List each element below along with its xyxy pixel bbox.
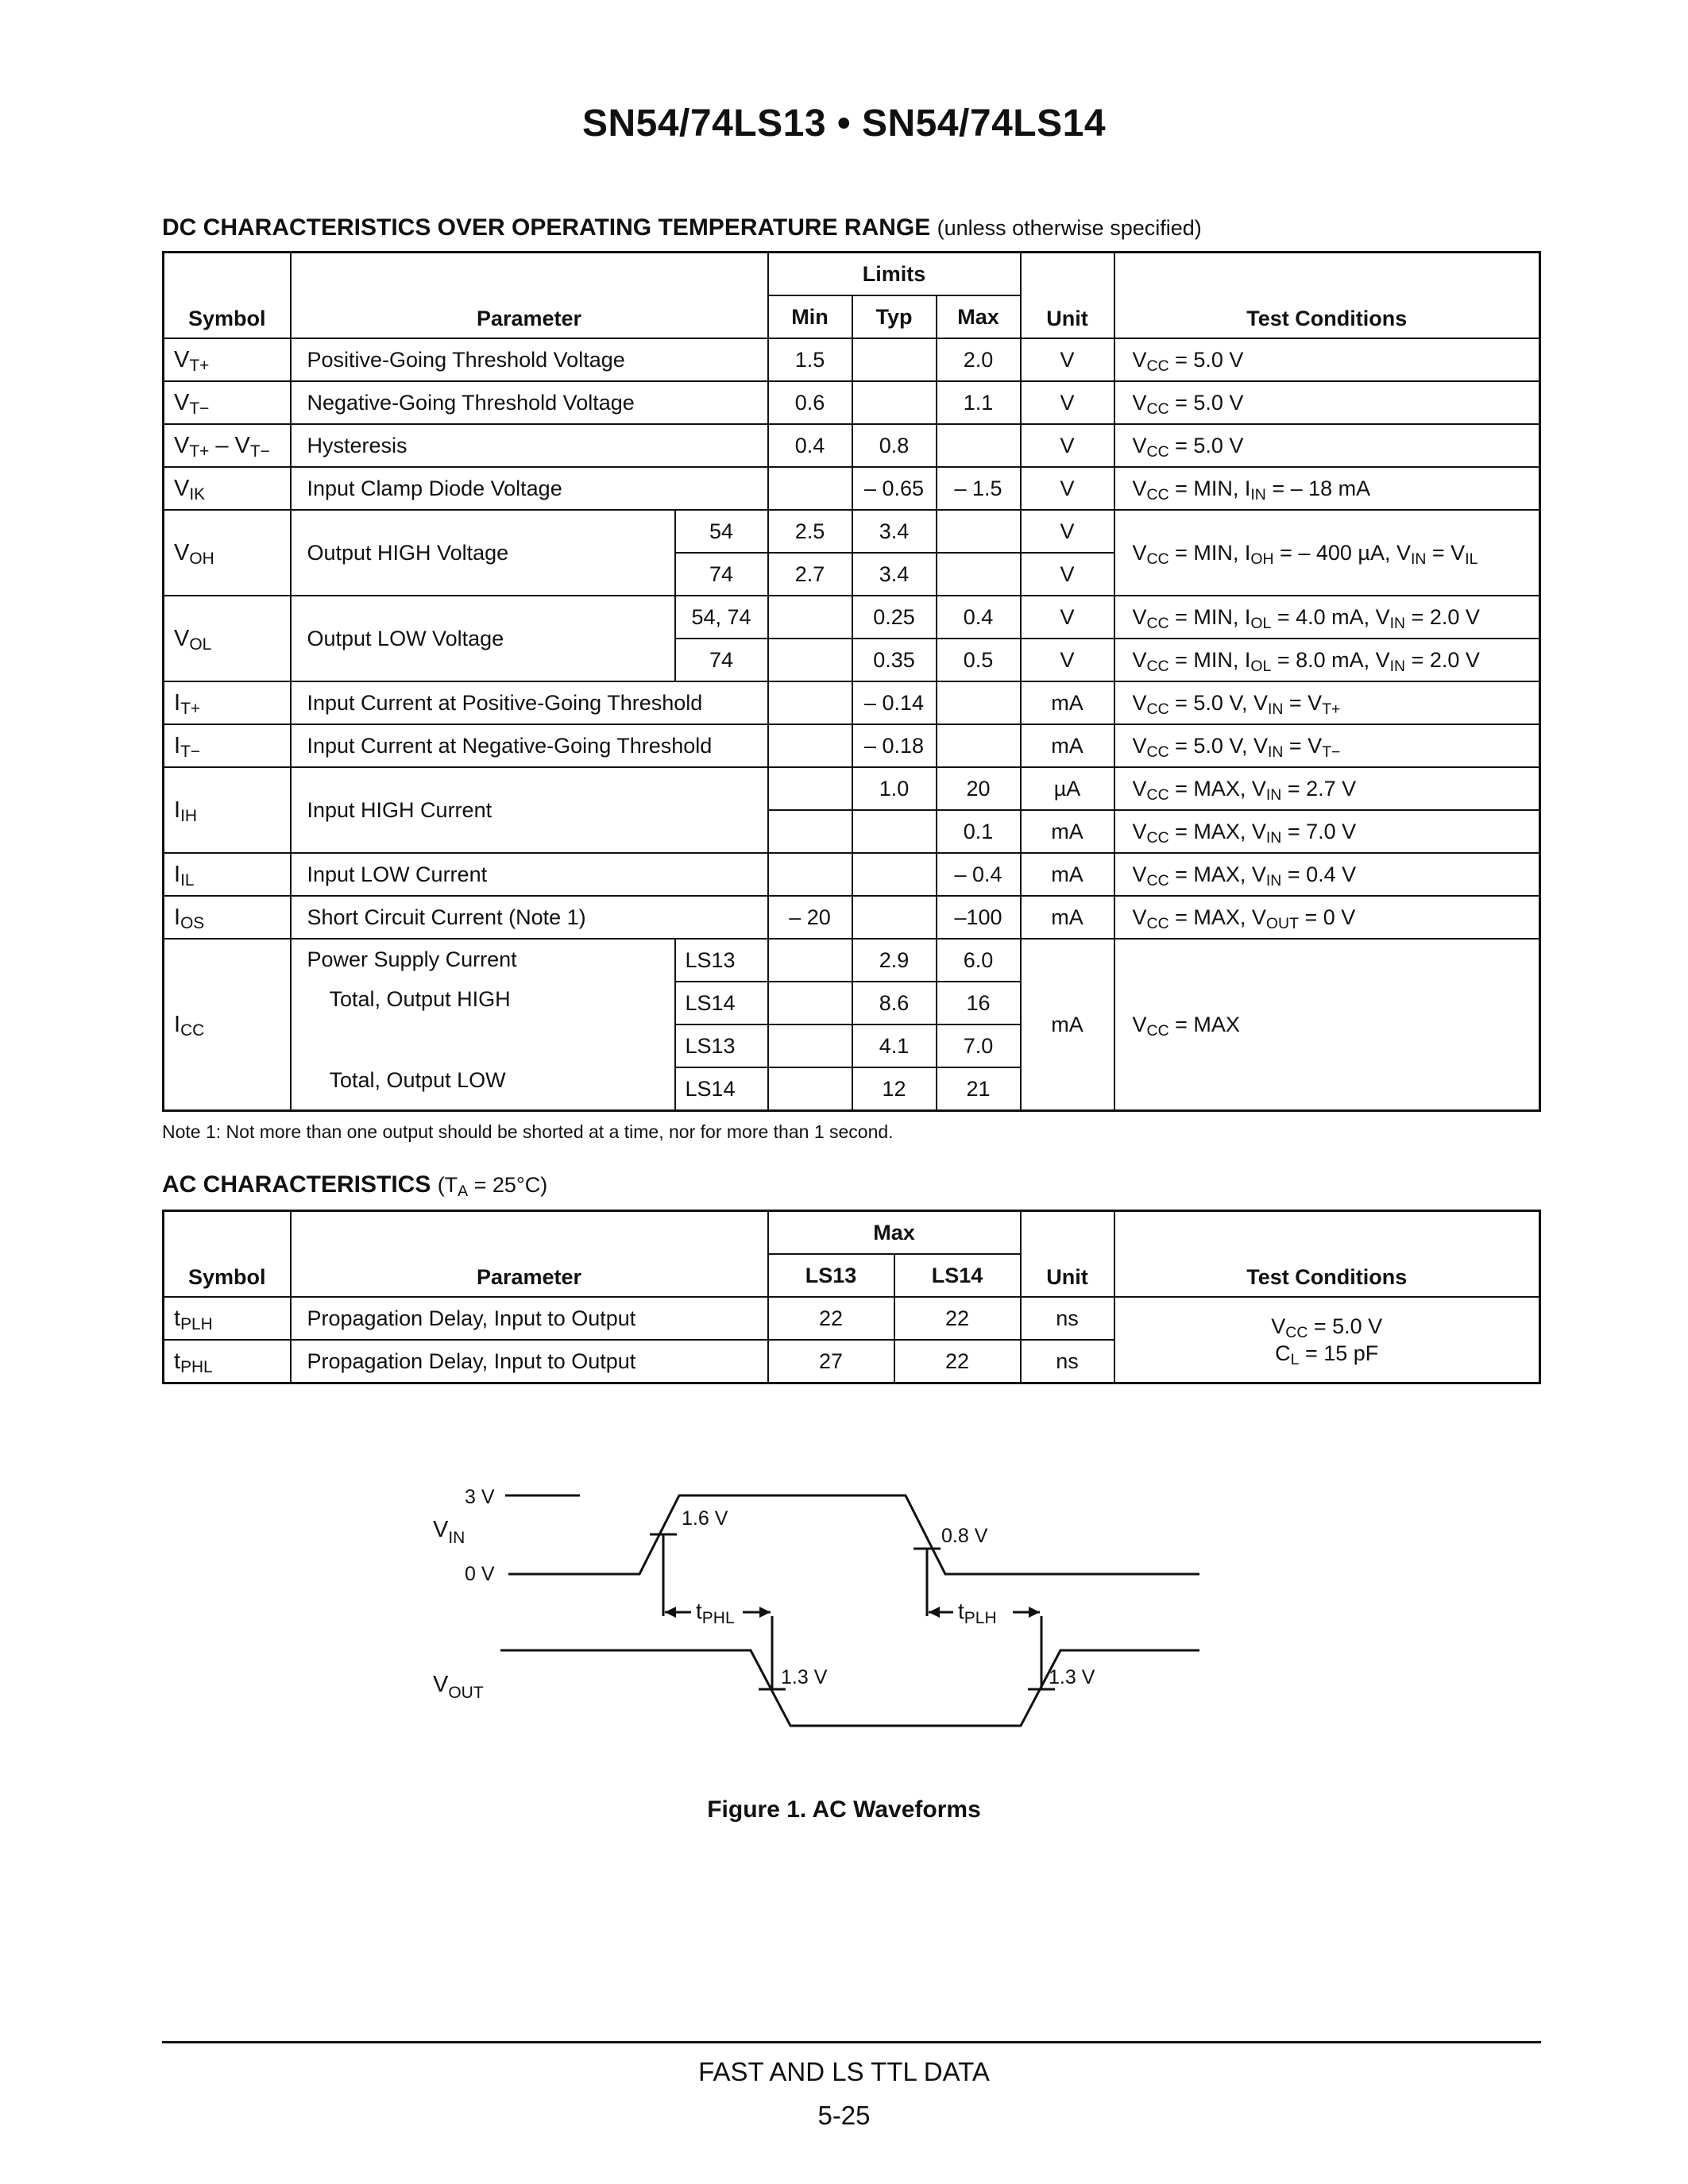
- symbol-cell: $t_{PHL}$: [164, 1340, 291, 1383]
- symbol-cell: $V_{OH}$: [164, 510, 291, 596]
- ac-cond-vcc: $V_{CC} = 5.0$ V: [1271, 1314, 1383, 1341]
- device-cell: 74: [675, 639, 768, 681]
- label-tphl: $t_{PHL}$: [696, 1599, 735, 1627]
- unit-cell: V: [1021, 381, 1114, 424]
- header-typ: Typ: [852, 295, 937, 338]
- unit-cell: mA: [1021, 896, 1114, 939]
- max-cell: –100: [937, 896, 1021, 939]
- icc-param-title: Power Supply Current: [307, 947, 517, 971]
- ac-header-parameter: Parameter: [291, 1211, 768, 1298]
- unit-cell: V: [1021, 338, 1114, 381]
- label-vout-rise-threshold: 1.3 V: [1049, 1666, 1095, 1688]
- ac-header-symbol: Symbol: [164, 1211, 291, 1298]
- parameter-cell: Positive-Going Threshold Voltage: [291, 338, 768, 381]
- unit-cell: V: [1021, 553, 1114, 596]
- conditions-cell: $V_{CC}$ = MAX: [1114, 939, 1540, 1111]
- unit-cell: µA: [1021, 767, 1114, 810]
- typ-cell: – 0.65: [852, 467, 937, 510]
- device-cell: LS14: [675, 982, 768, 1024]
- symbol-cell: $t_{PLH}$: [164, 1297, 291, 1340]
- footer-title: FAST AND LS TTL DATA: [698, 2057, 990, 2086]
- unit-cell: V: [1021, 510, 1114, 553]
- header-test-conditions: Test Conditions: [1114, 253, 1540, 339]
- unit-cell: V: [1021, 424, 1114, 467]
- symbol-cell: $V_{OL}$: [164, 596, 291, 681]
- typ-cell: – 0.14: [852, 681, 937, 724]
- conditions-cell: $V_{CC} = 5.0$ V: [1114, 381, 1540, 424]
- ls14-cell: 22: [894, 1340, 1021, 1383]
- label-vout-fall-threshold: 1.3 V: [781, 1666, 828, 1688]
- unit-cell: mA: [1021, 681, 1114, 724]
- max-cell: 0.5: [937, 639, 1021, 681]
- typ-cell: 3.4: [852, 553, 937, 596]
- max-cell: 16: [937, 982, 1021, 1024]
- max-cell: 1.1: [937, 381, 1021, 424]
- page-title: SN54/74LS13 • SN54/74LS14: [581, 102, 1107, 145]
- conditions-cell: $V_{CC}$ = MIN, $I_{OL} = 4.0$ mA, $V_{IN} = 2.0$ V: [1114, 596, 1540, 639]
- symbol-cell: $I_{IL}$: [164, 853, 291, 896]
- parameter-cell: Input Current at Positive-Going Threshold: [291, 681, 768, 724]
- min-cell: 2.5: [768, 510, 852, 553]
- min-cell: – 20: [768, 896, 852, 939]
- min-cell: 1.5: [768, 338, 852, 381]
- conditions-cell: $V_{CC}$ = MAX, $V_{IN} = 2.7$ V: [1114, 767, 1540, 810]
- ac-header-test-conditions: Test Conditions: [1114, 1211, 1540, 1298]
- typ-cell: – 0.18: [852, 724, 937, 767]
- unit-cell: ns: [1021, 1340, 1114, 1383]
- parameter-cell: Input HIGH Current: [291, 767, 768, 853]
- conditions-cell: $V_{CC} = 5.0$ V: [1114, 338, 1540, 381]
- header-limits: Limits: [768, 253, 1021, 296]
- symbol-cell: $V_{T+}$: [164, 338, 291, 381]
- max-cell: 0.4: [937, 596, 1021, 639]
- label-vout: $V_{OUT}$: [433, 1672, 484, 1702]
- dc-heading-bold: DC CHARACTERISTICS OVER OPERATING TEMPERATURE RANGE: [162, 214, 931, 241]
- device-cell: 54, 74: [675, 596, 768, 639]
- ac-header-ls14: LS14: [894, 1254, 1021, 1297]
- parameter-cell: Negative-Going Threshold Voltage: [291, 381, 768, 424]
- symbol-cell: $I_{T-}$: [164, 724, 291, 767]
- ac-header-max: Max: [768, 1211, 1021, 1255]
- symbol-cell: $V_{T+} - V_{T-}$: [164, 424, 291, 467]
- typ-cell: 0.8: [852, 424, 937, 467]
- parameter-cell: Input Current at Negative-Going Threshold: [291, 724, 768, 767]
- footer-divider: [162, 2041, 1541, 2043]
- max-cell: 0.1: [937, 810, 1021, 853]
- max-cell: – 0.4: [937, 853, 1021, 896]
- typ-cell: 0.25: [852, 596, 937, 639]
- symbol-cell: $V_{T-}$: [164, 381, 291, 424]
- max-cell: 6.0: [937, 939, 1021, 982]
- typ-cell: 2.9: [852, 939, 937, 982]
- symbol-cell: $V_{IK}$: [164, 467, 291, 510]
- parameter-cell: Output LOW Voltage: [291, 596, 675, 681]
- typ-cell: 1.0: [852, 767, 937, 810]
- min-cell: 2.7: [768, 553, 852, 596]
- conditions-cell: $V_{CC} = 5.0$ V, $V_{IN} = V_{T-}$: [1114, 724, 1540, 767]
- max-cell: 2.0: [937, 338, 1021, 381]
- typ-cell: 8.6: [852, 982, 937, 1024]
- label-vin-rise-threshold: 1.6 V: [682, 1507, 728, 1530]
- dc-footnote: Note 1: Not more than one output should be shorted at a time, nor for more than 1 second.: [162, 1121, 894, 1142]
- ac-heading-bold: AC CHARACTERISTICS: [162, 1171, 431, 1198]
- unit-cell: V: [1021, 639, 1114, 681]
- label-vin-fall-threshold: 0.8 V: [941, 1525, 988, 1547]
- symbol-cell: $I_{CC}$: [164, 939, 291, 1111]
- label-tplh: $t_{PLH}$: [958, 1599, 997, 1627]
- unit-cell: mA: [1021, 724, 1114, 767]
- header-min: Min: [768, 295, 852, 338]
- label-vin: $V_{IN}$: [433, 1517, 465, 1547]
- header-parameter: Parameter: [291, 253, 768, 339]
- parameter-cell: Propagation Delay, Input to Output: [291, 1340, 768, 1383]
- device-cell: LS13: [675, 939, 768, 982]
- header-max: Max: [937, 295, 1021, 338]
- unit-cell: V: [1021, 467, 1114, 510]
- min-cell: 0.4: [768, 424, 852, 467]
- max-cell: 20: [937, 767, 1021, 810]
- device-cell: LS13: [675, 1024, 768, 1067]
- typ-cell: 4.1: [852, 1024, 937, 1067]
- device-cell: 54: [675, 510, 768, 553]
- symbol-cell: $I_{T+}$: [164, 681, 291, 724]
- conditions-cell: $V_{CC}$ = MAX, $V_{IN} = 0.4$ V: [1114, 853, 1540, 896]
- dc-heading-note: (unless otherwise specified): [937, 216, 1202, 240]
- label-3v: 3 V: [465, 1486, 495, 1508]
- unit-cell: ns: [1021, 1297, 1114, 1340]
- conditions-cell: $V_{CC} = 5.0$ V: [1114, 424, 1540, 467]
- ac-header-unit: Unit: [1021, 1211, 1114, 1298]
- icc-param-low: Total, Output LOW: [329, 1068, 506, 1092]
- unit-cell: mA: [1021, 853, 1114, 896]
- max-cell: 21: [937, 1067, 1021, 1111]
- typ-cell: 12: [852, 1067, 937, 1111]
- min-cell: 0.6: [768, 381, 852, 424]
- conditions-cell: $V_{CC}$ = MAX, $V_{IN} = 7.0$ V: [1114, 810, 1540, 853]
- parameter-cell: Input LOW Current: [291, 853, 768, 896]
- typ-cell: 3.4: [852, 510, 937, 553]
- label-0v: 0 V: [465, 1563, 495, 1585]
- conditions-cell: $V_{CC} = 5.0$ V, $V_{IN} = V_{T+}$: [1114, 681, 1540, 724]
- conditions-cell: $V_{CC}$ = MIN, $I_{IN}$ = – 18 mA: [1114, 467, 1540, 510]
- symbol-cell: $I_{IH}$: [164, 767, 291, 853]
- parameter-cell: Propagation Delay, Input to Output: [291, 1297, 768, 1340]
- header-unit: Unit: [1021, 253, 1114, 339]
- page-number: 5-25: [817, 2101, 871, 2130]
- typ-cell: 0.35: [852, 639, 937, 681]
- parameter-cell: Short Circuit Current (Note 1): [291, 896, 768, 939]
- parameter-cell: Input Clamp Diode Voltage: [291, 467, 768, 510]
- symbol-cell: $I_{OS}$: [164, 896, 291, 939]
- conditions-cell: $V_{CC}$ = MAX, $V_{OUT} = 0$ V: [1114, 896, 1540, 939]
- conditions-cell: $V_{CC}$ = MIN, $I_{OH}$ = – 400 µA, $V_{IN} = V_{IL}$: [1114, 510, 1540, 596]
- unit-cell: mA: [1021, 939, 1114, 1111]
- parameter-cell: Hysteresis: [291, 424, 768, 467]
- vin-waveform: [508, 1495, 1199, 1574]
- ls13-cell: 27: [768, 1340, 894, 1383]
- unit-cell: mA: [1021, 810, 1114, 853]
- ac-cond-cl: $C_L = 15$ pF: [1275, 1341, 1379, 1368]
- parameter-cell: Output HIGH Voltage: [291, 510, 675, 596]
- header-symbol: Symbol: [164, 253, 291, 339]
- unit-cell: V: [1021, 596, 1114, 639]
- icc-param-high: Total, Output HIGH: [329, 987, 511, 1011]
- ls14-cell: 22: [894, 1297, 1021, 1340]
- max-cell: – 1.5: [937, 467, 1021, 510]
- ls13-cell: 22: [768, 1297, 894, 1340]
- figure-caption: Figure 1. AC Waveforms: [707, 1796, 981, 1823]
- device-cell: LS14: [675, 1067, 768, 1111]
- device-cell: 74: [675, 553, 768, 596]
- ac-header-ls13: LS13: [768, 1254, 894, 1297]
- ac-heading-note: $(T_A = 25^\circ C)$: [437, 1173, 548, 1200]
- max-cell: 7.0: [937, 1024, 1021, 1067]
- conditions-cell: $V_{CC}$ = MIN, $I_{OL} = 8.0$ mA, $V_{IN} = 2.0$ V: [1114, 639, 1540, 681]
